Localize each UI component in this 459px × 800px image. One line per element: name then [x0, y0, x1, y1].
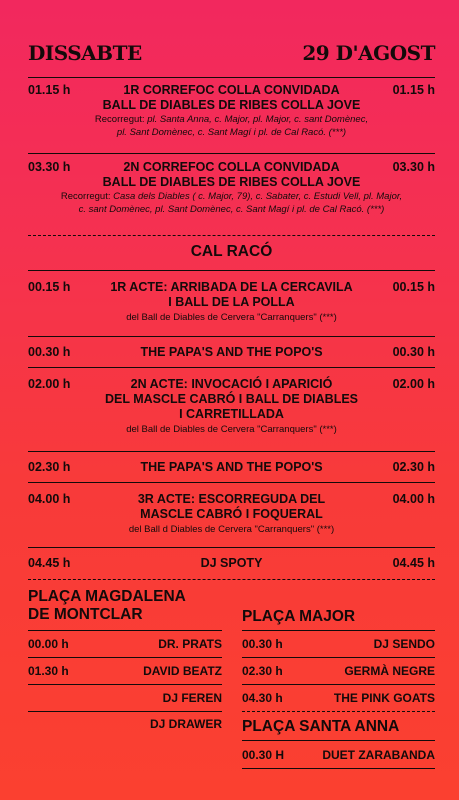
dashed-divider: [28, 235, 435, 236]
divider: [28, 153, 435, 154]
route-label: Recorregut:: [60, 191, 111, 202]
act-time-right: 04.00 h: [392, 492, 435, 506]
act-time-right: 02.00 h: [392, 377, 435, 391]
divider: [28, 270, 435, 271]
venue-santa-anna: [242, 718, 435, 736]
venue-title: PLAÇA MAGDALENA: [28, 588, 186, 605]
lineup-row: [242, 748, 435, 763]
act-time-left: 04.00 h: [28, 492, 71, 506]
act-title: DEL MASCLE CABRÓ I BALL DE DIABLES: [104, 392, 359, 406]
divider: [28, 482, 435, 483]
route-text: c. sant Domènec, pl. Sant Domènec, c. Sant Magí i pl. de Cal Racó. (***): [78, 203, 385, 215]
venue-placa-major: [242, 608, 435, 626]
lineup-row: [28, 691, 222, 706]
route-text: pl. Santa Anna, c. Major, pl. Major, c. sant Domènec,: [147, 114, 369, 125]
lineup-row: [242, 637, 435, 652]
lineup-time: 00.30 h: [242, 637, 283, 651]
dashed-divider: [242, 711, 435, 712]
act-time-right: 04.45 h: [392, 556, 435, 570]
lineup-name: DAVID BEATZ: [143, 664, 222, 678]
event-title: 2N CORREFOC COLLA CONVIDADA: [123, 160, 340, 174]
act-time-right: 00.15 h: [392, 280, 435, 294]
lineup-name: DJ SENDO: [373, 637, 435, 651]
lineup-time: 02.30 h: [242, 664, 283, 678]
dashed-divider: [28, 579, 435, 580]
event-title: BALL DE DIABLES DE RIBES COLLA JOVE: [102, 98, 361, 112]
divider: [242, 684, 435, 685]
divider: [28, 657, 222, 658]
divider: [242, 630, 435, 631]
event-time-right: 03.30 h: [392, 160, 435, 174]
act-title: 3R ACTE: ESCORREGUDA DEL: [137, 492, 326, 506]
act-row: [28, 460, 435, 475]
lineup-name: DJ DRAWER: [149, 717, 222, 731]
act-title: DJ SPOTY: [200, 556, 263, 570]
venue-title: PLAÇA SANTA ANNA: [242, 718, 400, 735]
event-time-left: 03.30 h: [28, 160, 71, 174]
act-title: 1R ACTE: ARRIBADA DE LA CERCAVILA: [110, 280, 353, 294]
act-time-right: 00.30 h: [392, 345, 435, 359]
venue-title: DE MONTCLAR: [28, 606, 143, 623]
event-route: [28, 114, 435, 139]
divider: [28, 711, 222, 712]
act-row: [28, 556, 435, 571]
venue-title: PLAÇA MAJOR: [242, 608, 356, 625]
divider: [28, 77, 435, 78]
day-label: DISSABTE: [28, 41, 142, 65]
lineup-row: [28, 664, 222, 679]
event-time-right: 01.15 h: [392, 83, 435, 97]
act-time-left: 02.30 h: [28, 460, 71, 474]
act-time-left: 00.30 h: [28, 345, 71, 359]
act-title: THE PAPA'S AND THE POPO'S: [140, 345, 323, 359]
lineup-name: DR. PRATS: [158, 637, 222, 651]
act-row: [28, 377, 435, 436]
lineup-time: 00.00 h: [28, 637, 69, 651]
lineup-time: 04.30 h: [242, 691, 283, 705]
lineup-name: DJ FEREN: [162, 691, 222, 705]
event-title: 1R CORREFOC COLLA CONVIDADA: [123, 83, 340, 97]
act-title: 2N ACTE: INVOCACIÓ I APARICIÓ: [130, 377, 333, 391]
divider: [28, 336, 435, 337]
divider: [28, 547, 435, 548]
lineup-name: THE PINK GOATS: [333, 691, 435, 705]
lineup-row: [242, 664, 435, 679]
route-text: Casa dels Diables ( c. Major, 79), c. Sabater, c. Estudi Vell, pl. Major,: [113, 191, 403, 202]
event-title: BALL DE DIABLES DE RIBES COLLA JOVE: [102, 175, 361, 189]
act-title: I CARRETILLADA: [179, 407, 284, 421]
date-label: 29 D'AGOST: [302, 41, 435, 65]
act-row: [28, 280, 435, 324]
lineup-time: 00.30 H: [242, 748, 285, 762]
divider: [28, 451, 435, 452]
act-title: THE PAPA'S AND THE POPO'S: [140, 460, 323, 474]
divider: [242, 657, 435, 658]
act-row: [28, 345, 435, 360]
divider: [242, 740, 435, 741]
venue-magdalena: [28, 588, 222, 624]
act-time-left: 04.45 h: [28, 556, 71, 570]
event-correfoc-2: [28, 160, 435, 216]
act-subtitle: del Ball d Diables de Cervera "Carranquers" (***): [128, 524, 335, 535]
divider: [242, 768, 435, 769]
route-label: Recorregut:: [94, 114, 145, 125]
venue-cal-raco: CAL RACÓ: [190, 243, 273, 260]
divider: [28, 630, 222, 631]
act-time-left: 00.15 h: [28, 280, 71, 294]
act-title: I BALL DE LA POLLA: [168, 295, 295, 309]
schedule-header: [28, 38, 435, 68]
divider: [28, 367, 435, 368]
act-time-right: 02.30 h: [392, 460, 435, 474]
act-row: [28, 492, 435, 536]
act-time-left: 02.00 h: [28, 377, 71, 391]
event-correfoc-1: [28, 83, 435, 139]
divider: [28, 684, 222, 685]
act-subtitle: del Ball de Diables de Cervera "Carranquers" (***): [126, 312, 337, 323]
lineup-time: 01.30 h: [28, 664, 69, 678]
lineup-name: DUET ZARABANDA: [322, 748, 435, 762]
route-text: pl. Sant Domènec, c. Sant Magí i pl. de Cal Racó. (***): [116, 126, 347, 138]
act-title: MASCLE CABRÓ I FOQUERAL: [140, 507, 323, 521]
lineup-row: [28, 637, 222, 652]
event-time-left: 01.15 h: [28, 83, 71, 97]
event-route: [28, 191, 435, 216]
lineup-row: [28, 717, 222, 732]
act-subtitle: del Ball de Diables de Cervera "Carranquers" (***): [126, 424, 337, 435]
lineup-name: GERMÀ NEGRE: [344, 664, 435, 678]
lineup-row: [242, 691, 435, 706]
